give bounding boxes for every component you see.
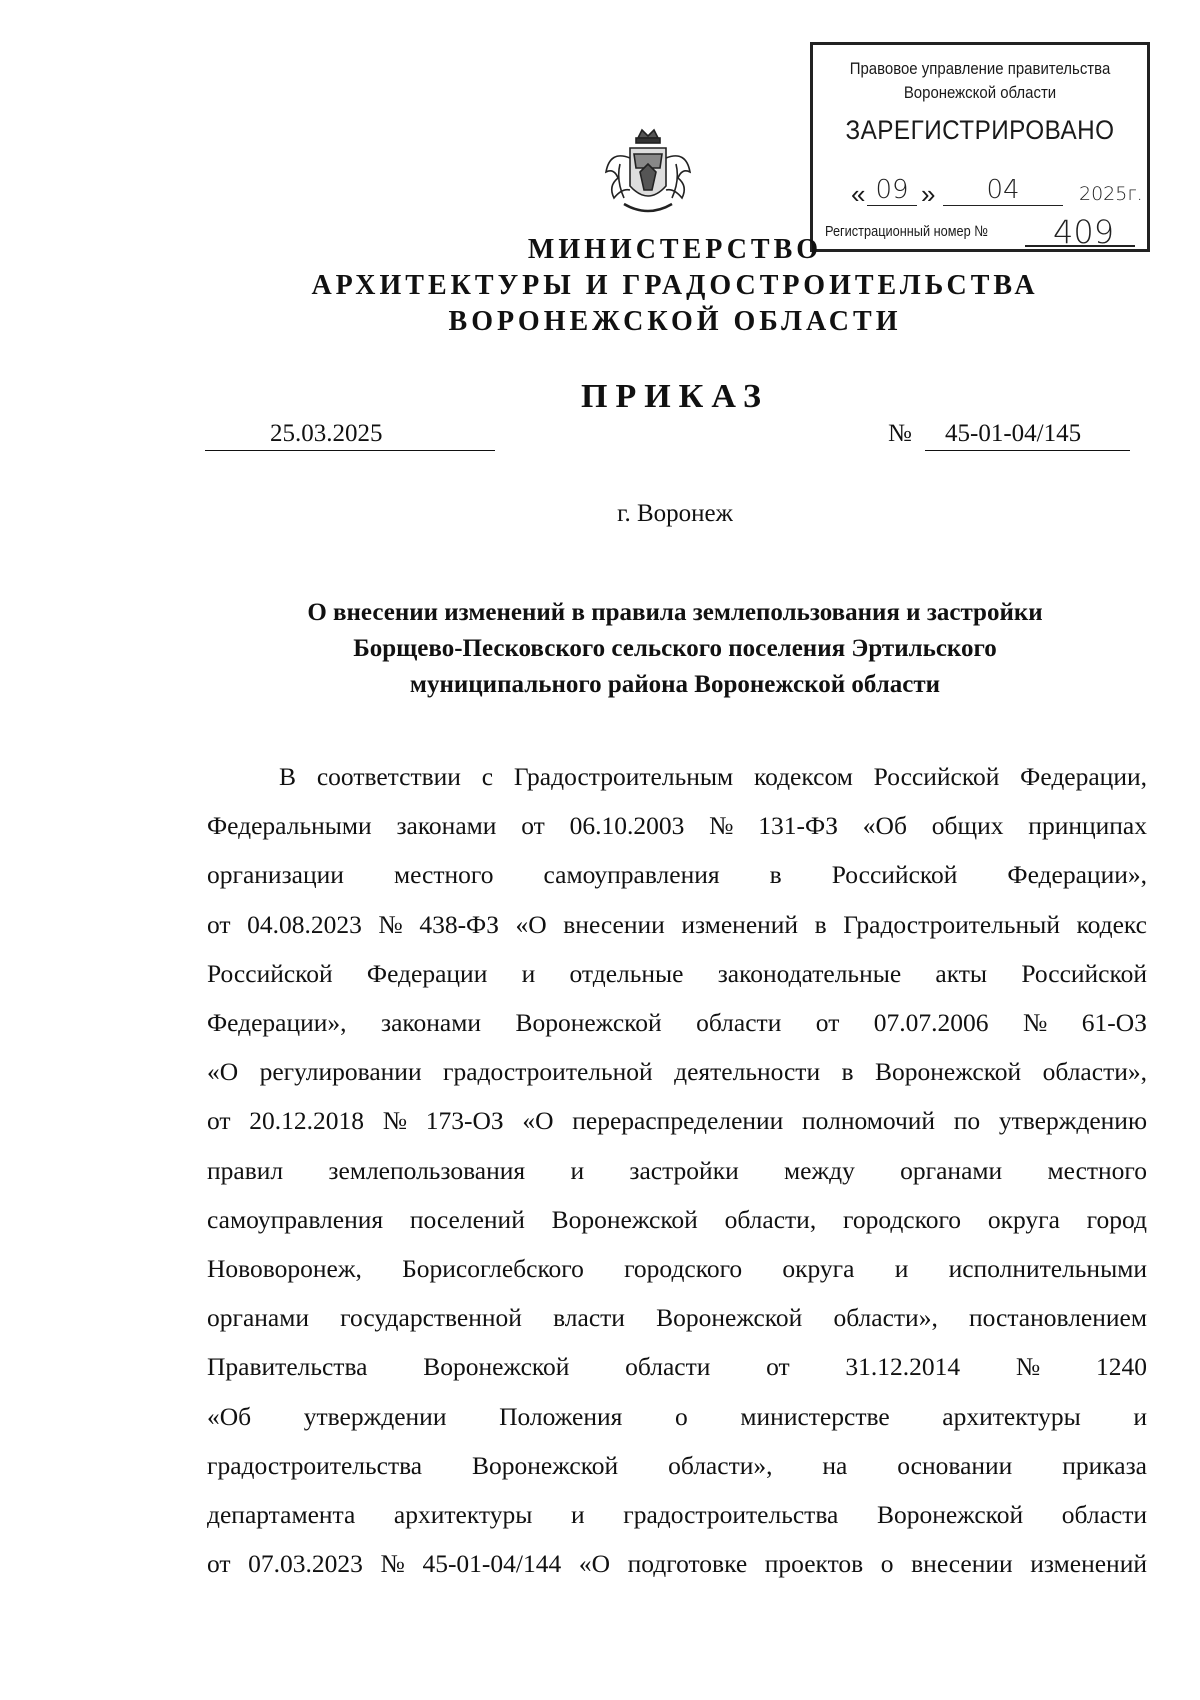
stamp-org-line1: Правовое управление правительства <box>849 59 1111 78</box>
subject-line2: Борщево-Песковского сельского поселения Эртильского <box>353 635 997 662</box>
body-line: градостроительства Воронежской области», на основании приказа <box>207 1450 1147 1480</box>
body-paragraph <box>207 752 1147 1588</box>
voronezh-coat-of-arms-icon <box>600 128 696 220</box>
ministry-line2: АРХИТЕКТУРЫ И ГРАДОСТРОИТЕЛЬСТВА <box>311 270 1039 301</box>
ministry-line1: МИНИСТЕРСТВО <box>527 234 823 265</box>
document-type: ПРИКАЗ <box>581 378 769 415</box>
ministry-line3: ВОРОНЕЖСКОЙ ОБЛАСТИ <box>448 306 902 337</box>
stamp-regnum-label: Регистрационный номер № <box>825 223 988 240</box>
stamp-org <box>833 57 1127 105</box>
city: г. Воронеж <box>617 500 733 527</box>
document-number <box>925 418 1130 451</box>
document-subject <box>0 595 1200 703</box>
body-line: Российской Федерации и отдельные законодательные акты Российской <box>207 958 1147 988</box>
body-line: от 07.03.2023 № 45-01-04/144 «О подготовке проектов о внесении изменений <box>207 1549 1147 1579</box>
number-label: № <box>888 420 912 447</box>
stamp-day: 09 <box>867 175 917 206</box>
body-line: Нововоронеж, Борисоглебского городского округа и исполнительными <box>207 1254 1147 1284</box>
stamp-status: ЗАРЕГИСТРИРОВАНО <box>845 115 1115 145</box>
body-line: органами государственной власти Воронежской области», постановлением <box>207 1303 1147 1333</box>
registration-stamp <box>810 42 1150 252</box>
stamp-year: 2025г. <box>1079 183 1143 205</box>
body-line: организации местного самоуправления в Российской Федерации», <box>207 860 1147 890</box>
document-number-value: 45-01-04/145 <box>945 420 1082 447</box>
subject-line3: муниципального района Воронежской области <box>409 671 941 698</box>
stamp-date: « 09 » 04 2025г. <box>851 175 1143 209</box>
body-line: «Об утверждении Положения о министерстве архитектуры и <box>207 1401 1147 1431</box>
document-date <box>205 418 495 451</box>
body-line: В соответствии с Градостроительным кодексом Российской Федерации, <box>279 762 1147 791</box>
stamp-regnum-value: 409 <box>1053 213 1115 251</box>
body-line: от 04.08.2023 № 438-ФЗ «О внесении изменений в Градостроительный кодекс <box>207 909 1147 939</box>
body-line: самоуправления поселений Воронежской области, городского округа город <box>207 1204 1147 1234</box>
stamp-org-line2: Воронежской области <box>903 83 1057 102</box>
body-line: департамента архитектуры и градостроительства Воронежской области <box>207 1500 1147 1530</box>
document-date-value: 25.03.2025 <box>270 420 383 447</box>
body-line: правил землепользования и застройки между органами местного <box>207 1155 1147 1185</box>
body-line: Федеральными законами от 06.10.2003 № 131-ФЗ «Об общих принципах <box>207 811 1147 841</box>
body-line: «О регулировании градостроительной деятельности в Воронежской области», <box>207 1057 1147 1087</box>
body-line: Правительства Воронежской области от 31.12.2014 № 1240 <box>207 1352 1147 1382</box>
subject-line1: О внесении изменений в правила землепользования и застройки <box>307 599 1043 626</box>
stamp-month: 04 <box>943 175 1063 206</box>
body-line: Федерации», законами Воронежской области от 07.07.2006 № 61-ОЗ <box>207 1008 1147 1038</box>
body-line: от 20.12.2018 № 173-ОЗ «О перераспределении полномочий по утверждению <box>207 1106 1147 1136</box>
